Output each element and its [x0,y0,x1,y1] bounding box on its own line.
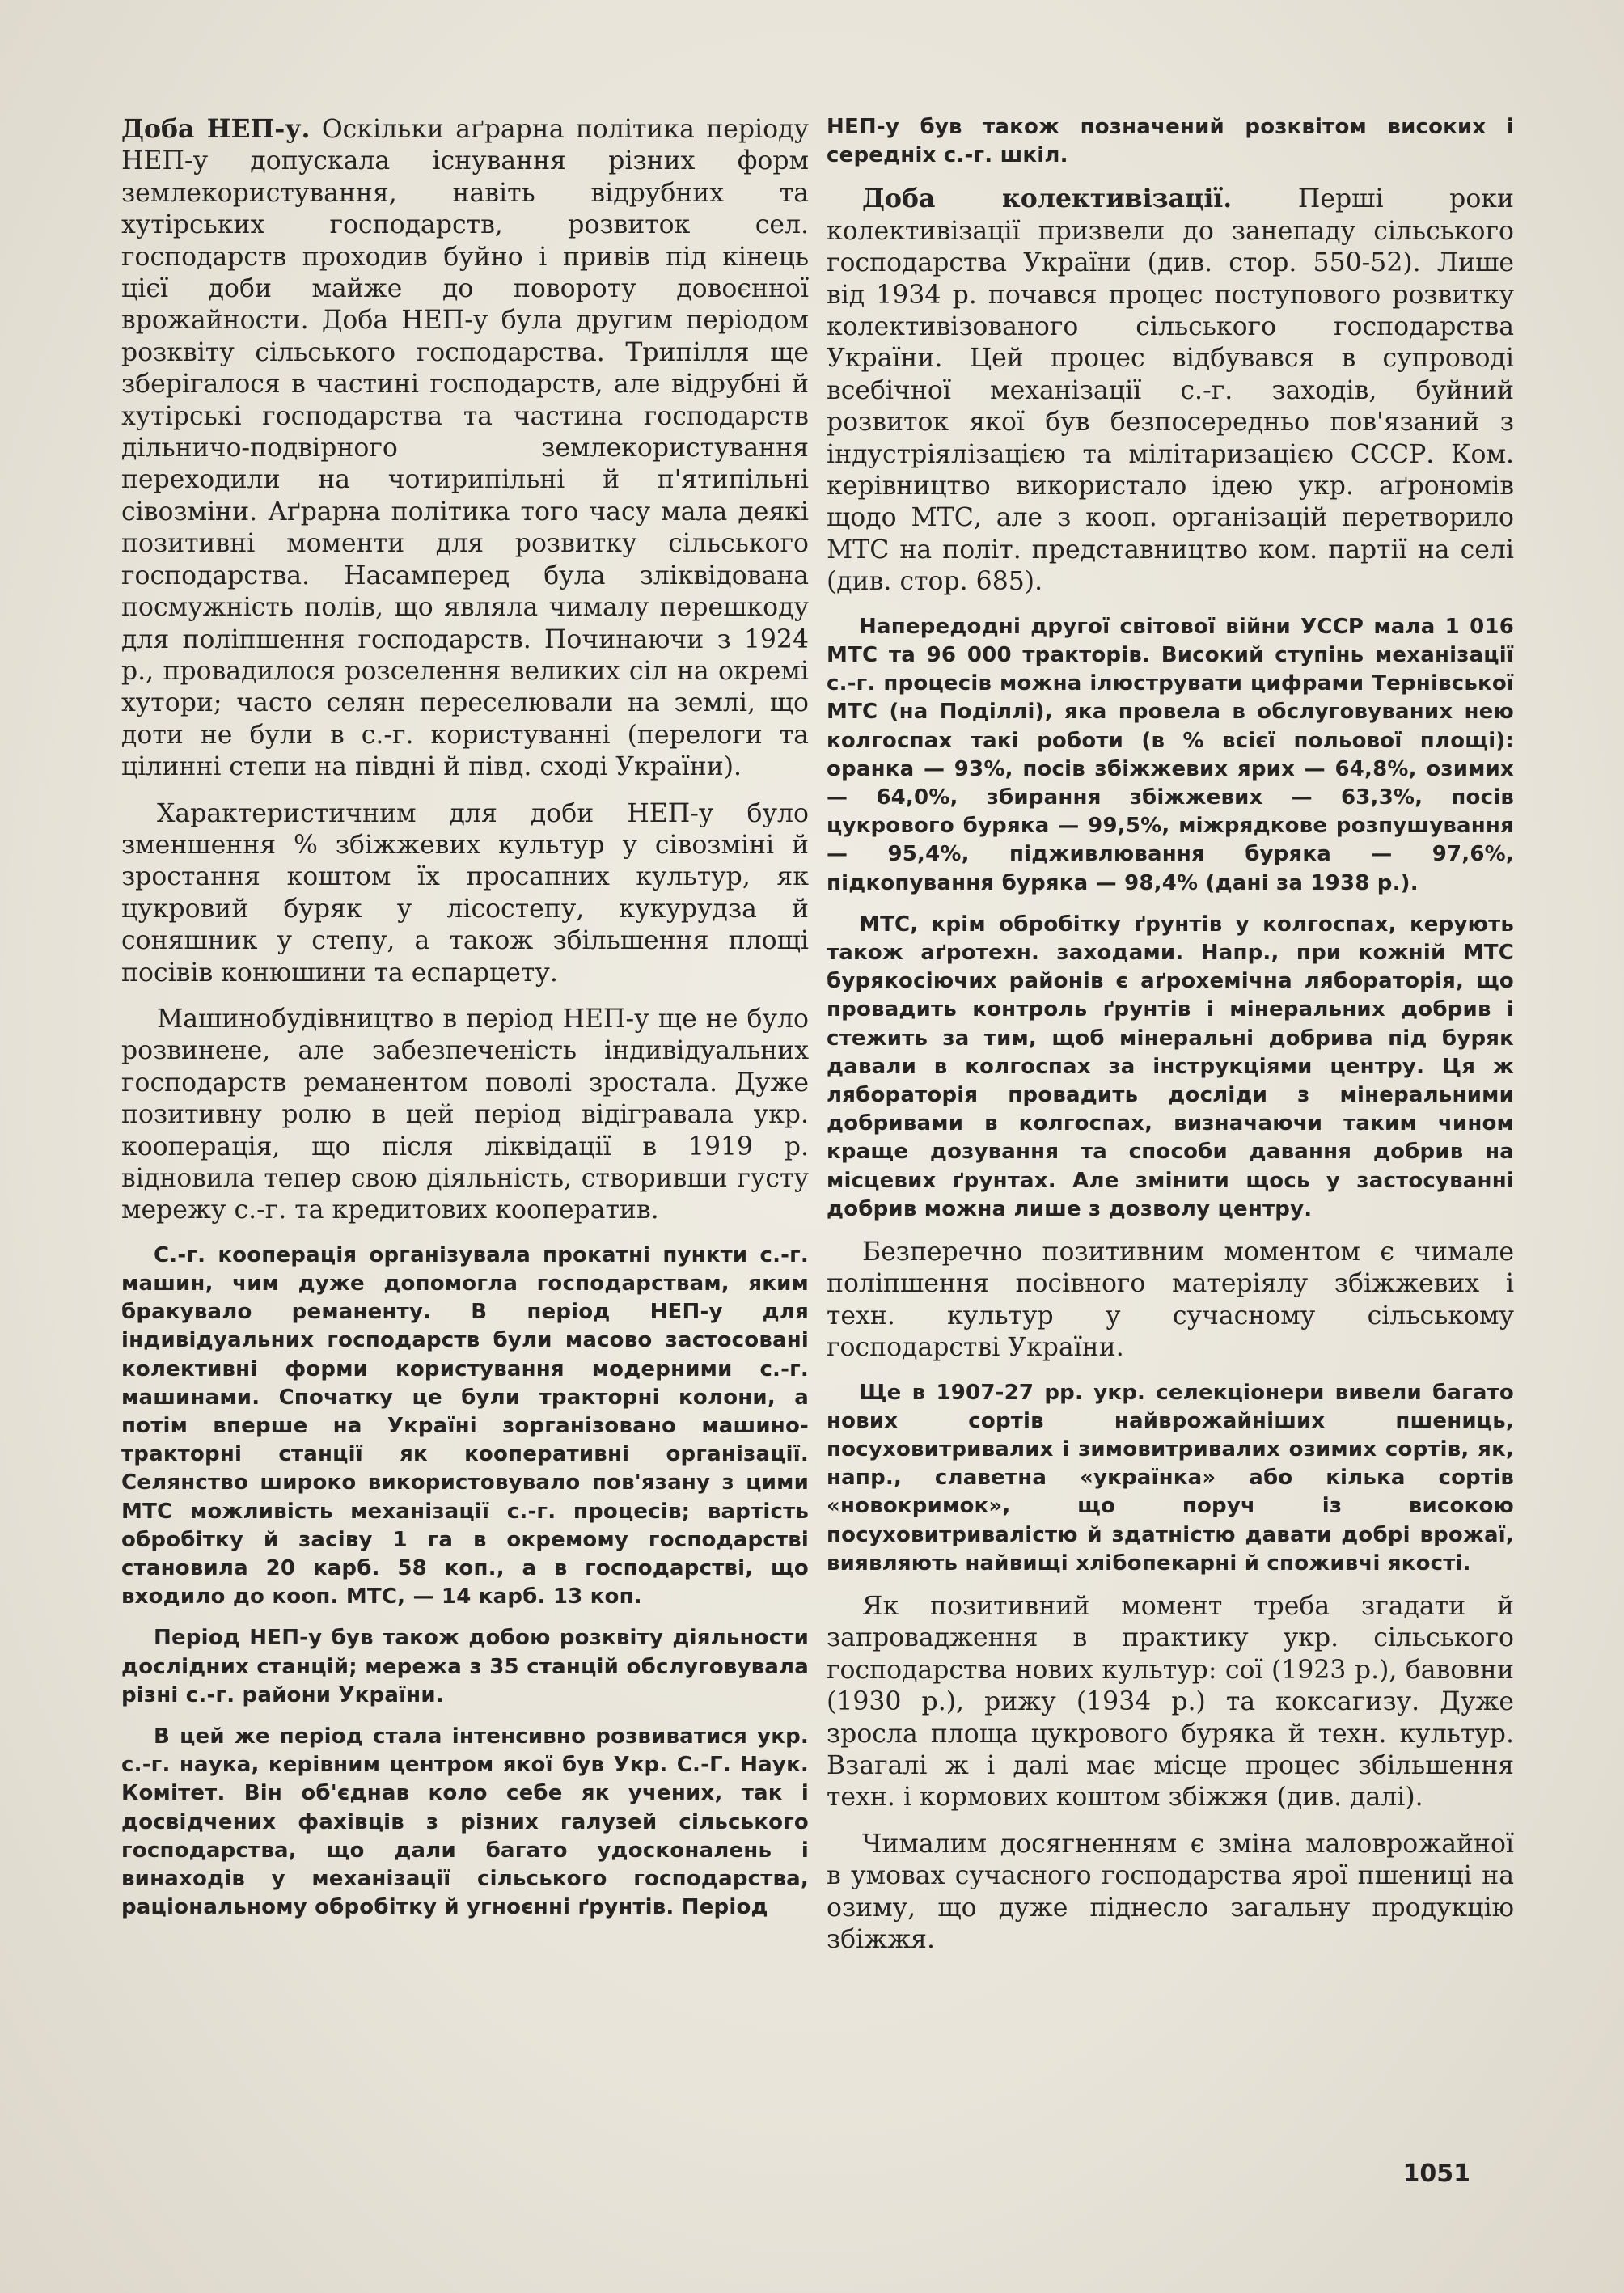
paragraph-text: Ще в 1907-27 рр. укр. селекціонери вивели багато нових сортів найврожайніших пшениць, посуховитривалих і зимовитривалих озимих сортів, як, напр., славетна «українка» або кілька сортів «новокримок», що поруч із високою посуховитривалістю й здатністю давати добрі врожаї, виявляють найвищі хлібопекарні й споживчі якості. [827,1380,1514,1576]
paragraph-text: Безперечно позитивним моментом є чимале поліпшення посівного матеріялу збіжжевих і техн. культур у сучасному сільському господарстві України. [827,1237,1514,1363]
paragraph-text: НЕП-у був також позначений розквітом високих і середніх с.-г. шкіл. [827,115,1514,168]
body-paragraph [827,1829,1514,1957]
paragraph-text: Характеристичним для доби НЕП-у було зменшення % збіжжевих культур у сівозміні й зростання коштом їх просапних культур, як цукровий буряк у лісостепу, кукурудза й соняшник у степу, а також збільшення площі посівів конюшини та еспарцету. [121,798,809,988]
paragraph-text: Напередодні другої світової війни УССР мала 1 016 МТС та 96 000 тракторів. Високий ступінь механізації с.-г. процесів можна ілюструвати цифрами Тернівської МТС (на Поділлі), яка провела в обслуговуваних нею колгоспах такі роботи (в % всієї польової площі): оранка — 93%, посів збіжжевих ярих — 64,8%, озимих — 64,0%, збирання збіжжевих — 63,3%, посів цукрового буряка — 99,5%, міжрядкове розпушування — 95,4%, підживлювання буряка — 97,6%, підкопування буряка — 98,4% (дані за 1938 р.). [827,614,1514,895]
body-paragraph [827,1237,1514,1364]
paragraph-text: Чималим досягненням є зміна маловрожайної в умовах сучасного господарства ярої пшениці на озиму, що дуже піднесло загальну продукцію збіжжя. [827,1829,1514,1955]
paragraph-text: В цей же період стала інтенсивно розвиватися укр. с.-г. наука, керівним центром якої був Укр. С.-Г. Наук. Комітет. Він об'єднав коло себе як учених, так і досвідчених фахівців з різних галузей сільського господарства, що дали багато удосконалень і винаходів у механізації сільського господарства, раціональному обробітку й угноєнні ґрунтів. Період [121,1724,809,1920]
left-column [121,113,809,1935]
body-paragraph [121,1004,809,1227]
paragraph-text: С.-г. кооперація організувала прокатні пункти с.-г. машин, чим дуже допомогла господарствам, яким бракувало реманенту. В період НЕП-у для індивідуальних господарств були масово застосовані колективні форми користування модерними с.-г. машинами. Спочатку це були тракторні колони, а потім вперше на Україні зорганізовано машино-тракторні станції як кооперативні організації. Селянство широко використовувало пов'язану з цими МТС можливість механізації с.-г. процесів; вартість обробітку й засіву 1 га в окремому господарстві становила 20 карб. 58 коп., а в господарстві, що входило до кооп. МТС, — 14 карб. 13 коп. [121,1242,809,1610]
body-paragraph [121,113,809,784]
small-print-paragraph [827,113,1514,170]
paragraph-text: Оскільки аґрарна політика періоду НЕП-у допускала існування різних форм землекористування, навіть відрубних та хутірських господарств, розвиток сел. господарств проходив буйно і привів під кінець цієї доби майже до повороту довоєнної врожайности. Доба НЕП-у була другим періодом розквіту сільського господарства. Трипілля ще зберігалося в частині господарств, але відрубні й хутірські господарства та частина господарств дільничо-подвірного землекористування переходили на чотирипільні й п'ятипільні сівозміни. Аґрарна політика того часу мала деякі позитивні моменти для розвитку сільського господарства. Насамперед була зліквідована посмужність полів, що являла чималу перешкоду для поліпшення господарств. Починаючи з 1924 р., провадилося розселення великих сіл на окремі хутори; часто селян переселювали на землі, що доти не були в с.-г. користуванні (перелоги та цілинні степи на півдні й півд. сході України). [121,115,809,782]
body-paragraph [827,1591,1514,1814]
small-print-paragraph [827,613,1514,898]
small-print-paragraph [121,1723,809,1922]
section-heading: Доба НЕП-у. [121,114,311,144]
paragraph-text: Перші роки колективізації призвели до занепаду сільського господарства України (див. стор. 550-52). Лише від 1934 р. почався процес поступового розвитку колективізованого сільського господарства України. Цей процес відбувався в супроводі всебічної механізації с.-г. заходів, буйний розвиток якої був безпосередньо пов'язаний з індустріялізацією та мілітаризацією СССР. Ком. керівництво використало ідею укр. аґрономів щодо МТС, але з кооп. організацій перетворило МТС на політ. представництво ком. партії на селі (див. стор. 685). [827,184,1514,597]
right-column [827,113,1514,1970]
paragraph-text: МТС, крім обробітку ґрунтів у колгоспах, керують також аґротехн. заходами. Напр., при кожній МТС бурякосіючих районів є аґрохемічна лябораторія, що провадить контроль ґрунтів і мінеральних добрив і стежить за тим, щоб мінеральні добрива під буряк давали в колгоспах за інструкціями центру. Ця ж лябораторія провадить досліди з мінеральними добривами в колгоспах, визначаючи таким чином краще дозування та способи давання добрив на місцевих ґрунтах. Але змінити щось у застосуванні добрив можна лише з дозволу центру. [827,912,1514,1221]
small-print-paragraph [121,1624,809,1710]
body-paragraph [827,183,1514,598]
paragraph-text: Період НЕП-у був також добою розквіту діяльности дослідних станцій; мережа з 35 станцій обслуговувала різні с.-г. райони України. [121,1626,809,1707]
small-print-paragraph [827,911,1514,1224]
small-print-paragraph [121,1242,809,1612]
small-print-paragraph [827,1379,1514,1578]
paragraph-text: Як позитивний момент треба згадати й запровадження в практику укр. сільського господарства нових культур: сої (1923 р.), бавовни (1930 р.), рижу (1934 р.) та коксагизу. Дуже зросла площа цукрового буряка й техн. культур. Взагалі ж і далі має місце процес збільшення техн. і кормових коштом збіжжя (див. далі). [827,1592,1514,1813]
page-number: 1051 [1402,2160,1470,2188]
paragraph-text: Машинобудівництво в період НЕП-у ще не було розвинене, але забезпеченість індивідуальних господарств реманентом поволі зростала. Дуже позитивну ролю в цей період відігравала укр. кооперація, що після ліквідації в 1919 р. відновила тепер свою діяльність, створивши густу мережу с.-г. та кредитових кооператив. [121,1004,809,1225]
body-paragraph [121,798,809,989]
section-heading: Доба колективізації. [862,184,1233,214]
